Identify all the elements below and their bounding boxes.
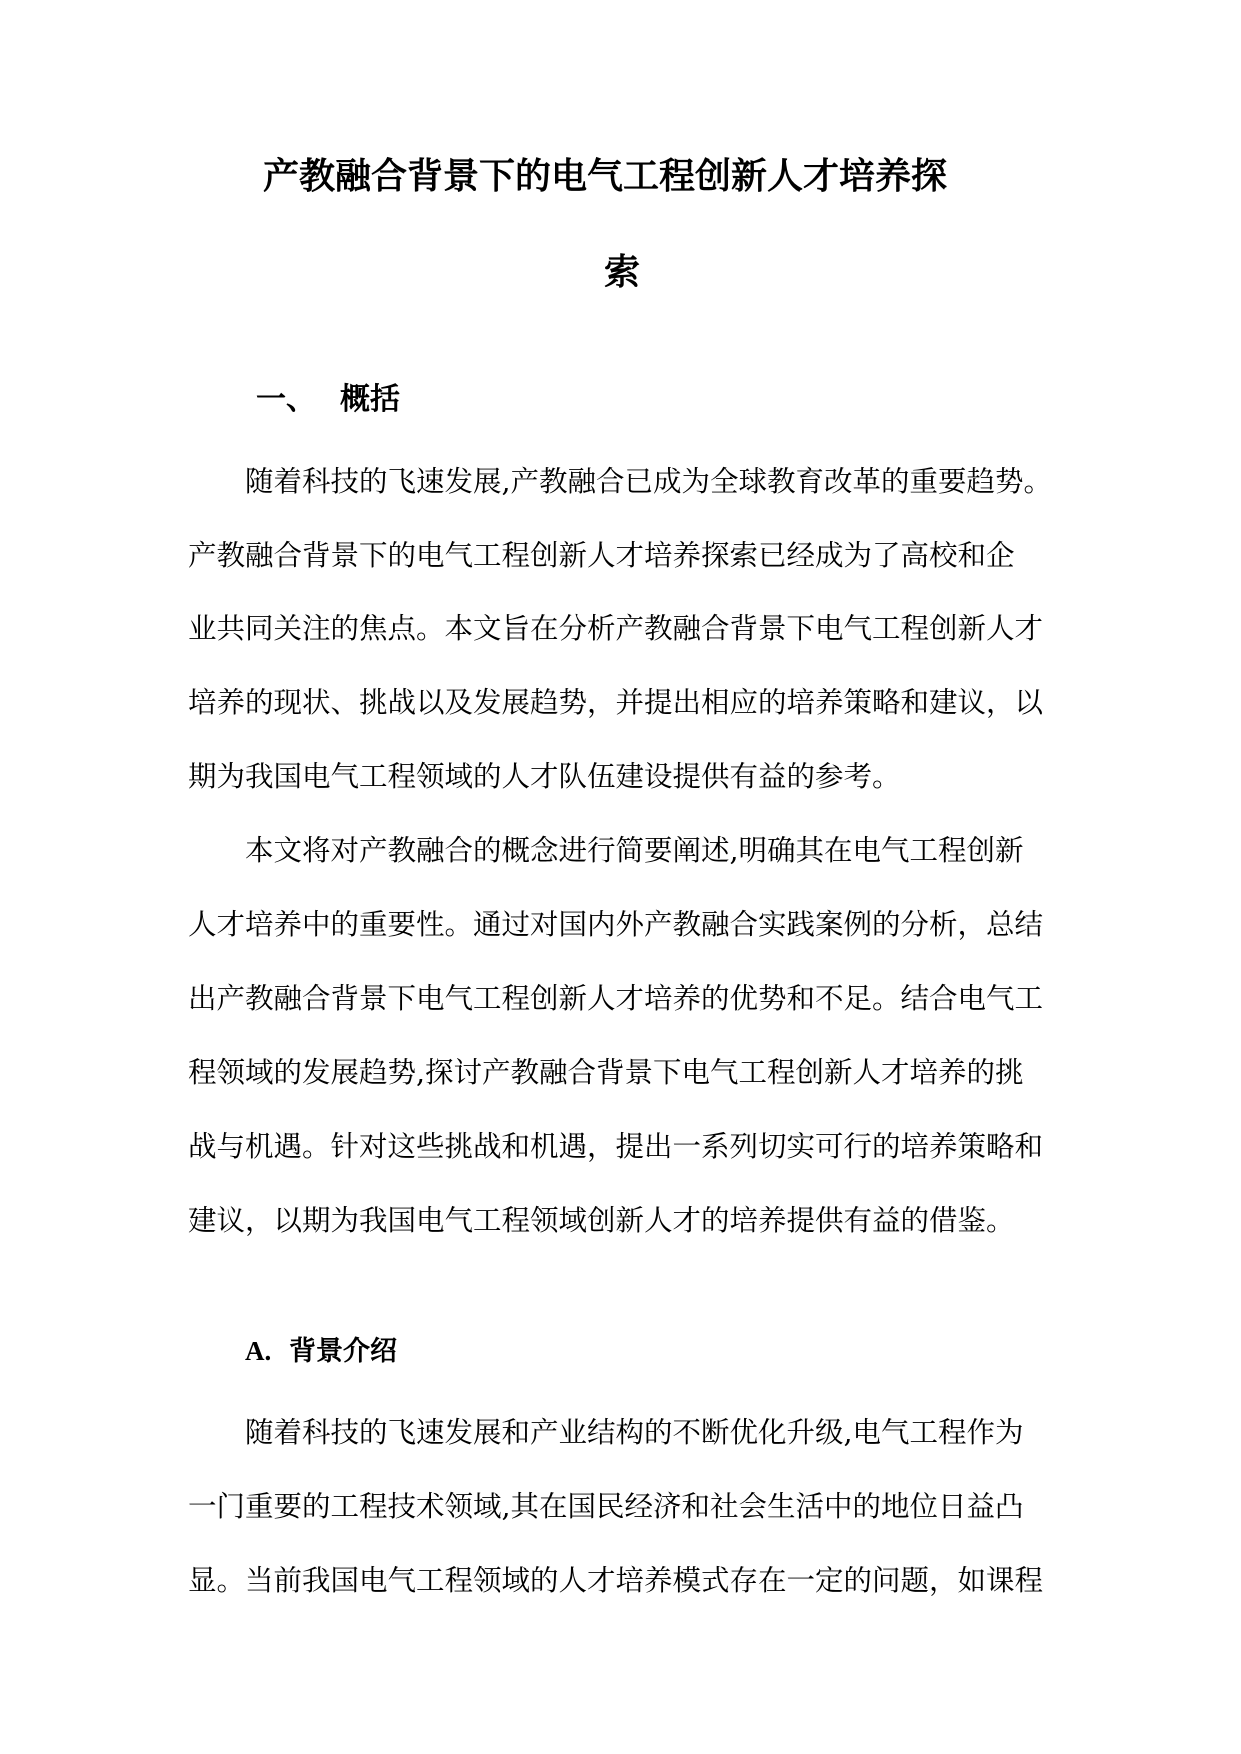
paragraph-line: 培养的现状、挑战以及发展趋势，并提出相应的培养策略和建议，以 [188, 686, 1044, 719]
paragraph-line: 一门重要的工程技术领域,其在国民经济和社会生活中的地位日益凸 [188, 1490, 1024, 1523]
paragraph-line: 显。当前我国电气工程领域的人才培养模式存在一定的问题，如课程 [188, 1564, 1044, 1597]
paragraph-line: 出产教融合背景下电气工程创新人才培养的优势和不足。结合电气工 [188, 982, 1044, 1015]
paragraph-line: 随着科技的飞速发展,产教融合已成为全球教育改革的重要趋势。 [245, 465, 1053, 498]
paragraph-line: 人才培养中的重要性。通过对国内外产教融合实践案例的分析，总结 [188, 908, 1044, 941]
section-title: 概括 [340, 382, 400, 417]
paragraph-line: 战与机遇。针对这些挑战和机遇，提出一系列切实可行的培养策略和 [188, 1130, 1044, 1163]
document-title-line-2: 索 [604, 251, 641, 293]
paragraph-line: 建议，以期为我国电气工程领域创新人才的培养提供有益的借鉴。 [188, 1204, 1015, 1237]
document-title-line-1: 产教融合背景下的电气工程创新人才培养探 [263, 155, 948, 197]
paragraph-line: 业共同关注的焦点。本文旨在分析产教融合背景下电气工程创新人才 [188, 612, 1044, 645]
section-heading-overview [256, 380, 400, 420]
subsection-heading-background [245, 1333, 397, 1370]
subsection-title: 背景介绍 [289, 1336, 397, 1367]
paragraph-line: 随着科技的飞速发展和产业结构的不断优化升级,电气工程作为 [245, 1416, 1024, 1449]
subsection-number: A. [245, 1336, 272, 1366]
paragraph-line: 本文将对产教融合的概念进行简要阐述,明确其在电气工程创新 [245, 834, 1024, 867]
section-number: 一、 [256, 382, 316, 417]
paragraph-line: 产教融合背景下的电气工程创新人才培养探索已经成为了高校和企 [188, 539, 1015, 572]
paragraph-line: 期为我国电气工程领域的人才队伍建设提供有益的参考。 [188, 760, 901, 793]
paragraph-line: 程领域的发展趋势,探讨产教融合背景下电气工程创新人才培养的挑 [188, 1056, 1024, 1089]
